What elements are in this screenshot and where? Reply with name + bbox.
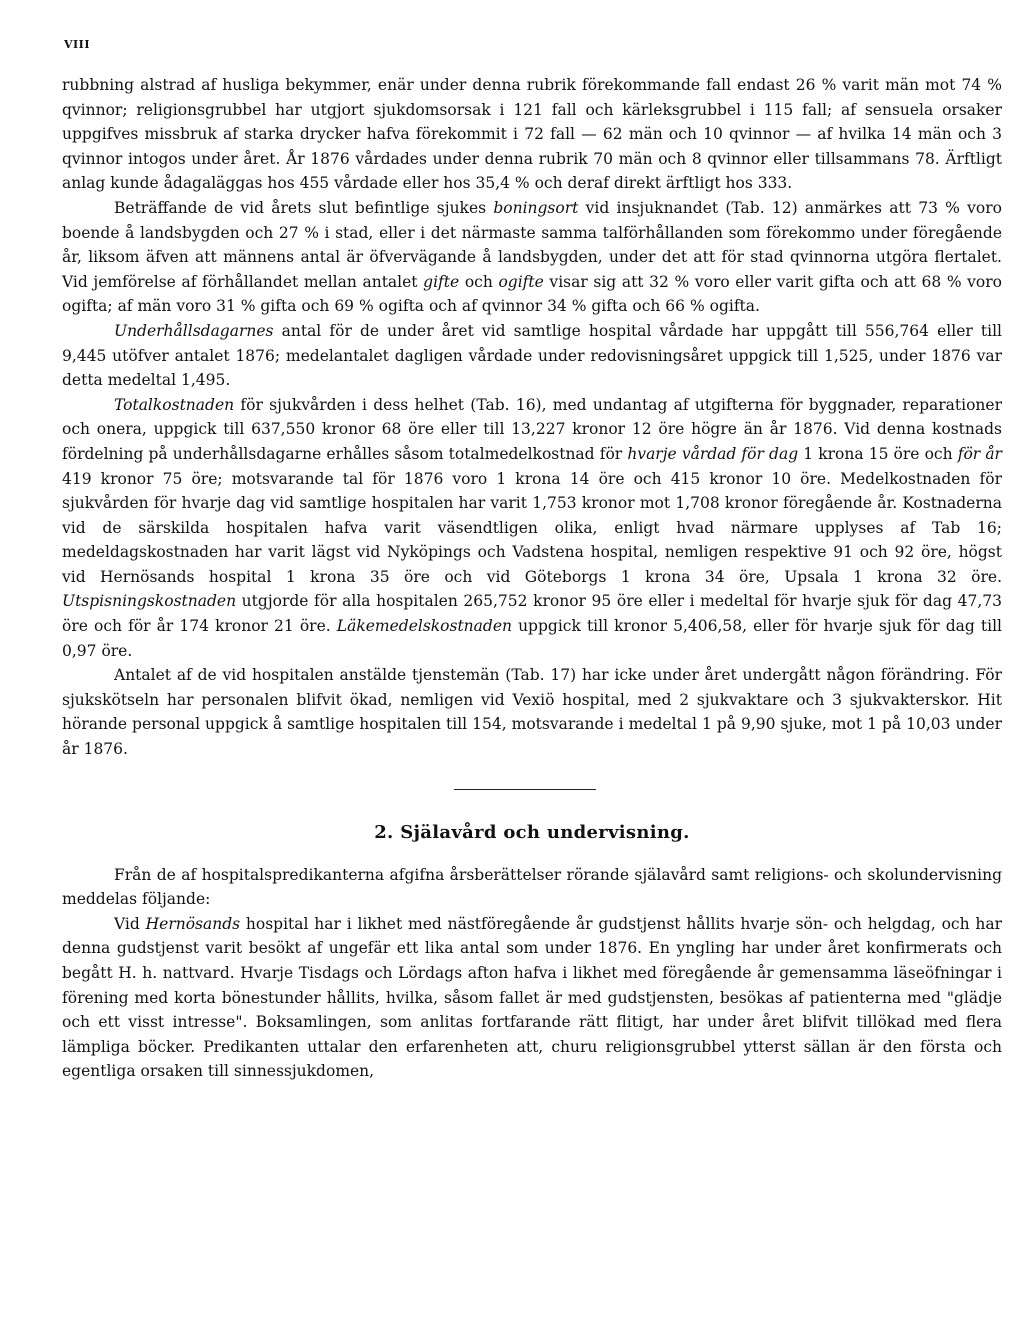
paragraph bbox=[62, 319, 1002, 393]
text-run: hospital har i likhet med nästföregående år gudstjenst hållits hvarje sön- och helgdag, och har denna gudstjenst varit besökt af ungefär ett lika antal som under 1876. En yngling har under året konfirmerats och begått H. h. nattvard. Hvarje Tisdags och Lördags afton hafva i likhet med föregående år gemensamma läseöfningar i förening med korta bönestunder hållits, hvilka, såsom fallet är med gudstjensten, besökas af patienterna med "glädje och ett visst intresse". Boksamlingen, som anlitas fortfarande rätt flitigt, har under året blifvit tillökad med flera lämpliga böcker. Predikanten uttalar den erfarenheten att, churu religionsgrubbel ytterst sällan är den första och egentliga orsaken till sinnessjukdomen, bbox=[62, 914, 1003, 1081]
paragraph bbox=[62, 863, 1002, 912]
paragraph bbox=[62, 73, 1002, 196]
italic-term: Underhållsdagarnes bbox=[114, 321, 274, 340]
text-run: Från de af hospitalspredikanterna afgifna årsberättelser rörande själavård samt religions- och skolundervisning meddelas följande: bbox=[62, 865, 1002, 909]
paragraph bbox=[62, 663, 1002, 761]
italic-term: för år bbox=[957, 444, 1002, 463]
italic-term: ogifte bbox=[498, 272, 544, 291]
italic-term: Totalkostnaden bbox=[114, 395, 235, 414]
italic-term: gifte bbox=[423, 272, 460, 291]
text-run: rubbning alstrad af husliga bekymmer, enär under denna rubrik förekommande fall endast 26 % varit män mot 74 % qvinnor; religionsgrubbel har utgjort sjukdomsorsak i 121 fall och kärleksgrubbel i 115 fall; af sensuela orsaker uppgifves missbruk af starka drycker hafva förekommit i 72 fall — 62 män och 10 qvinnor — af hvilka 14 män och 3 qvinnor intogos under året. År 1876 vårdades under denna rubrik 70 män och 8 qvinnor eller tillsammans 78. Ärftligt anlag kunde ådagaläggas hos 455 vårdade eller hos 35,4 % och deraf direkt ärftligt hos 333. bbox=[62, 76, 1002, 193]
italic-term: Läkemedelskostnaden bbox=[336, 617, 512, 636]
section-title: 2. Själavård och undervisning. bbox=[374, 821, 690, 843]
section-divider bbox=[454, 789, 596, 790]
text-run: och bbox=[459, 272, 499, 291]
text-run: Beträffande de vid årets slut befintlige sjukes bbox=[114, 198, 494, 217]
page-number: VIII bbox=[64, 38, 90, 51]
document-page bbox=[62, 38, 1002, 1084]
italic-term: Hernösands bbox=[145, 914, 241, 933]
body-text-part2 bbox=[62, 863, 1002, 1084]
text-run: Vid bbox=[114, 914, 146, 933]
paragraph bbox=[62, 196, 1002, 319]
paragraph bbox=[62, 912, 1002, 1084]
text-run: Antalet af de vid hospitalen anstälde tjenstemän (Tab. 17) har icke under året undergått någon förändring. För sjukskötseln har personalen blifvit ökad, nemligen vid Vexiö hospital, med 2 sjukvaktare och 3 sjukvakterskor. Hit hörande personal uppgick å samtlige hospitalen till 154, motsvarande i medeltal 1 på 9,90 sjuke, mot 1 på 10,03 under år 1876. bbox=[62, 666, 1002, 759]
text-run: vid insjuknandet (Tab. 12) anmärkes att 73 % voro boende å landsbygden och 27 % i stad, eller i det närmaste samma talförhållanden som förekommo under föregående år, liksom äfven att männens antal är öfvervägande å landsbygden, under det att för stad qvinnorna utgöra flertalet. Vid jemförelse af förhållandet mellan antalet bbox=[62, 198, 1002, 291]
paragraph bbox=[62, 393, 1002, 664]
italic-term: Utspisningskostnaden bbox=[62, 592, 237, 611]
italic-term: hvarje vårdad för dag bbox=[627, 444, 799, 463]
text-run: 1 krona 15 öre och bbox=[798, 444, 958, 463]
text-run: uppgick till kronor 5,406,58, eller för hvarje sjuk för dag till 0,97 öre. bbox=[62, 617, 1003, 660]
italic-term: boningsort bbox=[493, 198, 579, 217]
text-run: för sjukvården i dess helhet (Tab. 16), med undantag af utgifterna för byggnader, reparationer och onera, uppgick till 637,550 kronor 68 öre eller till 13,227 kronor 12 öre högre än år 1876. Vid denna kostnads fördelning på underhållsdagarne erhålles såsom totalmedelkostnad för bbox=[62, 395, 1002, 463]
text-run: utgjorde för alla hospitalen 265,752 kronor 95 öre eller i medeltal för hvarje sjuk för dag 47,73 öre och för år 174 kronor 21 öre. bbox=[62, 592, 1002, 636]
text-run: 419 kronor 75 öre; motsvarande tal för 1876 voro 1 krona 14 öre och 415 kronor 10 öre. Medelkostnaden för sjukvården för hvarje dag vid samtlige hospitalen har varit 1,753 kronor mot 1,708 kronor föregående år. Kostnaderna vid de särskilda hospitalen hafva varit väsendtligen olika, enligt hvad närmare upplyses af Tab 16; medeldagskostnaden har varit lägst vid Nyköpings och Vadstena hospital, nemligen respektive 91 och 92 öre, högst vid Hernösands hospital 1 krona 35 öre och vid Göteborgs 1 krona 34 öre, Upsala 1 krona 32 öre. bbox=[62, 469, 1002, 586]
text-run: visar sig att 32 % voro eller varit gifta och att 68 % voro ogifta; af män voro 31 % gifta och 69 % ogifta och af qvinnor 34 % gifta och 66 % ogifta. bbox=[62, 272, 1002, 316]
body-text-part1 bbox=[62, 73, 1002, 762]
text-run: antal för de under året vid samtlige hospital vårdade har uppgått till 556,764 eller till 9,445 utöfver antalet 1876; medelantalet dagligen vårdade under redovisningsåret uppgick till 1,525, under 1876 var detta medeltal 1,495. bbox=[62, 321, 1002, 390]
